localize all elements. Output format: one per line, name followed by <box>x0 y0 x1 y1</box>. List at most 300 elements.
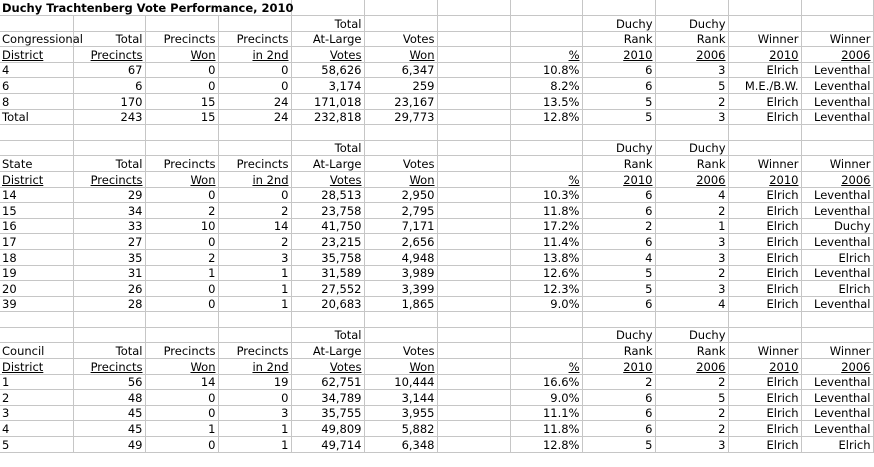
cell[interactable] <box>510 312 582 328</box>
data-cell[interactable]: 26 <box>73 281 145 297</box>
data-cell[interactable]: 5 <box>582 93 655 109</box>
data-cell[interactable]: Elrich <box>801 437 873 453</box>
district-cell[interactable]: 19 <box>0 265 73 281</box>
header-cell[interactable]: Duchy <box>582 327 655 343</box>
data-cell[interactable]: 3,144 <box>364 390 437 406</box>
data-cell[interactable]: Leventhal <box>801 78 873 94</box>
data-cell[interactable]: 3 <box>218 405 291 421</box>
header-cell[interactable]: Council <box>0 343 73 359</box>
data-cell[interactable]: 2 <box>218 234 291 250</box>
header-cell[interactable]: Winner <box>728 343 801 359</box>
header-cell[interactable] <box>510 16 582 32</box>
cell[interactable] <box>437 171 510 187</box>
district-cell[interactable]: 4 <box>0 62 73 78</box>
header-cell[interactable] <box>364 16 437 32</box>
data-cell[interactable]: 1 <box>145 265 218 281</box>
data-cell[interactable]: 16.6% <box>510 374 582 390</box>
header-cell[interactable]: % <box>510 47 582 63</box>
data-cell[interactable]: 5 <box>582 281 655 297</box>
data-cell[interactable]: 20,683 <box>291 296 364 312</box>
header-cell[interactable]: District <box>0 171 73 187</box>
header-cell[interactable]: Precincts <box>218 156 291 172</box>
data-cell[interactable]: 0 <box>145 296 218 312</box>
data-cell[interactable]: 5 <box>582 437 655 453</box>
header-cell[interactable]: Won <box>364 359 437 375</box>
header-cell[interactable] <box>801 16 873 32</box>
header-cell[interactable]: 2010 <box>728 359 801 375</box>
header-cell[interactable]: 2006 <box>801 171 873 187</box>
data-cell[interactable]: 2 <box>655 93 728 109</box>
data-cell[interactable]: Elrich <box>728 374 801 390</box>
data-cell[interactable]: 6 <box>582 405 655 421</box>
header-cell[interactable]: 2006 <box>655 171 728 187</box>
data-cell[interactable]: 2 <box>582 374 655 390</box>
data-cell[interactable]: Leventhal <box>801 296 873 312</box>
header-cell[interactable]: Votes <box>291 171 364 187</box>
district-cell[interactable]: 39 <box>0 296 73 312</box>
data-cell[interactable]: Elrich <box>728 234 801 250</box>
district-cell[interactable]: Total <box>0 109 73 125</box>
data-cell[interactable]: 5 <box>582 109 655 125</box>
cell[interactable] <box>437 218 510 234</box>
district-cell[interactable]: 1 <box>0 374 73 390</box>
header-cell[interactable]: Rank <box>655 31 728 47</box>
header-cell[interactable]: in 2nd <box>218 359 291 375</box>
data-cell[interactable]: 8.2% <box>510 78 582 94</box>
cell[interactable] <box>437 140 510 156</box>
data-cell[interactable]: Elrich <box>728 203 801 219</box>
data-cell[interactable]: 5 <box>582 265 655 281</box>
district-cell[interactable]: 2 <box>0 390 73 406</box>
header-cell[interactable]: State <box>0 156 73 172</box>
data-cell[interactable]: 49 <box>73 437 145 453</box>
header-cell[interactable]: Precincts <box>73 47 145 63</box>
district-cell[interactable]: 8 <box>0 93 73 109</box>
header-cell[interactable]: Votes <box>364 156 437 172</box>
header-cell[interactable]: Duchy <box>582 140 655 156</box>
data-cell[interactable]: 13.8% <box>510 249 582 265</box>
data-cell[interactable]: 5,882 <box>364 421 437 437</box>
data-cell[interactable]: Leventhal <box>801 109 873 125</box>
data-cell[interactable]: 31,589 <box>291 265 364 281</box>
data-cell[interactable]: Leventhal <box>801 390 873 406</box>
cell[interactable] <box>145 125 218 141</box>
cell[interactable] <box>510 125 582 141</box>
data-cell[interactable]: 2 <box>655 203 728 219</box>
data-cell[interactable]: 62,751 <box>291 374 364 390</box>
cell[interactable] <box>437 234 510 250</box>
header-cell[interactable]: Total <box>291 16 364 32</box>
cell[interactable] <box>437 296 510 312</box>
data-cell[interactable]: 3 <box>655 234 728 250</box>
header-cell[interactable]: Winner <box>728 31 801 47</box>
cell[interactable] <box>437 78 510 94</box>
data-cell[interactable]: 3 <box>655 109 728 125</box>
header-cell[interactable]: Precincts <box>145 31 218 47</box>
header-cell[interactable]: Duchy <box>655 327 728 343</box>
data-cell[interactable]: 0 <box>145 405 218 421</box>
header-cell[interactable] <box>218 16 291 32</box>
header-cell[interactable]: Votes <box>291 47 364 63</box>
data-cell[interactable]: Elrich <box>728 218 801 234</box>
data-cell[interactable]: 11.4% <box>510 234 582 250</box>
cell[interactable] <box>218 312 291 328</box>
header-cell[interactable]: Rank <box>582 343 655 359</box>
data-cell[interactable]: 2,656 <box>364 234 437 250</box>
district-cell[interactable]: 5 <box>0 437 73 453</box>
data-cell[interactable]: 2,950 <box>364 187 437 203</box>
data-cell[interactable]: 3 <box>218 249 291 265</box>
data-cell[interactable]: Leventhal <box>801 234 873 250</box>
data-cell[interactable]: 1 <box>145 421 218 437</box>
cell[interactable] <box>437 156 510 172</box>
header-cell[interactable]: 2010 <box>582 171 655 187</box>
data-cell[interactable]: 0 <box>145 437 218 453</box>
header-cell[interactable]: in 2nd <box>218 171 291 187</box>
data-cell[interactable]: 12.8% <box>510 437 582 453</box>
district-cell[interactable]: 15 <box>0 203 73 219</box>
data-cell[interactable]: 0 <box>218 187 291 203</box>
data-cell[interactable]: Leventhal <box>801 187 873 203</box>
data-cell[interactable]: 35,755 <box>291 405 364 421</box>
data-cell[interactable]: 10.3% <box>510 187 582 203</box>
data-cell[interactable]: 0 <box>218 390 291 406</box>
cell[interactable] <box>437 359 510 375</box>
data-cell[interactable]: 34,789 <box>291 390 364 406</box>
cell[interactable] <box>437 187 510 203</box>
data-cell[interactable]: 5 <box>655 78 728 94</box>
header-cell[interactable]: 2006 <box>655 47 728 63</box>
cell[interactable] <box>437 125 510 141</box>
header-cell[interactable]: Winner <box>801 156 873 172</box>
data-cell[interactable]: Elrich <box>728 390 801 406</box>
district-cell[interactable]: 14 <box>0 187 73 203</box>
header-cell[interactable]: Total <box>291 140 364 156</box>
district-cell[interactable]: 20 <box>0 281 73 297</box>
data-cell[interactable]: Leventhal <box>801 405 873 421</box>
header-cell[interactable] <box>510 156 582 172</box>
header-cell[interactable] <box>73 327 145 343</box>
data-cell[interactable]: 24 <box>218 93 291 109</box>
header-cell[interactable]: Rank <box>655 156 728 172</box>
district-cell[interactable]: 17 <box>0 234 73 250</box>
cell[interactable] <box>437 405 510 421</box>
header-cell[interactable]: Precincts <box>218 343 291 359</box>
data-cell[interactable]: 6,347 <box>364 62 437 78</box>
cell[interactable] <box>291 125 364 141</box>
data-cell[interactable]: 0 <box>145 78 218 94</box>
data-cell[interactable]: Elrich <box>728 265 801 281</box>
data-cell[interactable]: 34 <box>73 203 145 219</box>
cell[interactable] <box>437 421 510 437</box>
header-cell[interactable]: Won <box>145 171 218 187</box>
data-cell[interactable]: 2 <box>218 203 291 219</box>
header-cell[interactable]: At-Large <box>291 156 364 172</box>
data-cell[interactable]: 31 <box>73 265 145 281</box>
header-cell[interactable]: At-Large <box>291 343 364 359</box>
data-cell[interactable]: 1 <box>655 218 728 234</box>
data-cell[interactable]: 14 <box>145 374 218 390</box>
data-cell[interactable]: 45 <box>73 405 145 421</box>
data-cell[interactable]: 27,552 <box>291 281 364 297</box>
header-cell[interactable]: Rank <box>582 31 655 47</box>
cell[interactable] <box>437 62 510 78</box>
data-cell[interactable]: 15 <box>145 109 218 125</box>
data-cell[interactable]: 0 <box>218 78 291 94</box>
data-cell[interactable]: 2 <box>655 421 728 437</box>
header-cell[interactable]: 2006 <box>801 359 873 375</box>
data-cell[interactable]: 0 <box>145 62 218 78</box>
header-cell[interactable] <box>510 343 582 359</box>
data-cell[interactable]: 11.8% <box>510 421 582 437</box>
data-cell[interactable]: 6 <box>73 78 145 94</box>
cell[interactable] <box>437 390 510 406</box>
data-cell[interactable]: 17.2% <box>510 218 582 234</box>
data-cell[interactable]: 3,989 <box>364 265 437 281</box>
data-cell[interactable]: 0 <box>145 281 218 297</box>
cell[interactable] <box>801 125 873 141</box>
data-cell[interactable]: Elrich <box>801 281 873 297</box>
header-cell[interactable] <box>145 140 218 156</box>
data-cell[interactable]: 171,018 <box>291 93 364 109</box>
sheet-title[interactable]: Duchy Trachtenberg Vote Performance, 2010 <box>2 1 294 15</box>
data-cell[interactable]: 49,714 <box>291 437 364 453</box>
district-cell[interactable]: 3 <box>0 405 73 421</box>
data-cell[interactable]: 6 <box>582 187 655 203</box>
header-cell[interactable]: Total <box>291 327 364 343</box>
header-cell[interactable]: At-Large <box>291 31 364 47</box>
cell[interactable] <box>437 327 510 343</box>
data-cell[interactable]: 9.0% <box>510 296 582 312</box>
cell[interactable] <box>437 374 510 390</box>
data-cell[interactable]: 4 <box>655 187 728 203</box>
data-cell[interactable]: 6 <box>582 421 655 437</box>
header-cell[interactable] <box>364 140 437 156</box>
data-cell[interactable]: 1 <box>218 281 291 297</box>
header-cell[interactable]: Votes <box>291 359 364 375</box>
data-cell[interactable]: 29 <box>73 187 145 203</box>
header-cell[interactable] <box>801 140 873 156</box>
header-cell[interactable]: in 2nd <box>218 47 291 63</box>
data-cell[interactable]: 27 <box>73 234 145 250</box>
header-cell[interactable] <box>510 31 582 47</box>
data-cell[interactable]: Leventhal <box>801 203 873 219</box>
data-cell[interactable]: 49,809 <box>291 421 364 437</box>
data-cell[interactable]: 4 <box>582 249 655 265</box>
header-cell[interactable]: 2010 <box>728 171 801 187</box>
data-cell[interactable]: 6 <box>582 62 655 78</box>
district-cell[interactable]: 18 <box>0 249 73 265</box>
data-cell[interactable]: 41,750 <box>291 218 364 234</box>
data-cell[interactable]: 259 <box>364 78 437 94</box>
header-cell[interactable]: 2010 <box>582 359 655 375</box>
cell[interactable] <box>582 312 655 328</box>
data-cell[interactable]: 0 <box>145 234 218 250</box>
data-cell[interactable]: Leventhal <box>801 62 873 78</box>
data-cell[interactable]: 45 <box>73 421 145 437</box>
header-cell[interactable]: Winner <box>801 31 873 47</box>
district-cell[interactable]: 6 <box>0 78 73 94</box>
data-cell[interactable]: 4,948 <box>364 249 437 265</box>
cell[interactable] <box>655 125 728 141</box>
data-cell[interactable]: 56 <box>73 374 145 390</box>
header-cell[interactable]: Votes <box>364 343 437 359</box>
data-cell[interactable]: 2 <box>655 374 728 390</box>
data-cell[interactable]: Elrich <box>728 109 801 125</box>
data-cell[interactable]: Elrich <box>728 187 801 203</box>
header-cell[interactable]: Won <box>364 171 437 187</box>
data-cell[interactable]: Leventhal <box>801 93 873 109</box>
header-cell[interactable] <box>728 16 801 32</box>
cell[interactable] <box>728 125 801 141</box>
cell[interactable] <box>801 312 873 328</box>
header-cell[interactable]: District <box>0 47 73 63</box>
header-cell[interactable] <box>728 140 801 156</box>
data-cell[interactable]: 58,626 <box>291 62 364 78</box>
data-cell[interactable]: 1 <box>218 421 291 437</box>
data-cell[interactable]: 10 <box>145 218 218 234</box>
cell[interactable] <box>437 249 510 265</box>
cell[interactable] <box>437 281 510 297</box>
data-cell[interactable]: Elrich <box>728 437 801 453</box>
data-cell[interactable]: 28 <box>73 296 145 312</box>
cell[interactable] <box>655 312 728 328</box>
data-cell[interactable]: Elrich <box>728 281 801 297</box>
cell[interactable] <box>73 312 145 328</box>
header-cell[interactable]: Rank <box>582 156 655 172</box>
data-cell[interactable]: 10,444 <box>364 374 437 390</box>
header-cell[interactable]: Precincts <box>73 359 145 375</box>
data-cell[interactable]: Duchy <box>801 218 873 234</box>
data-cell[interactable]: 2 <box>145 203 218 219</box>
cell[interactable] <box>728 312 801 328</box>
header-cell[interactable]: Total <box>73 31 145 47</box>
data-cell[interactable]: 10.8% <box>510 62 582 78</box>
header-cell[interactable] <box>801 327 873 343</box>
data-cell[interactable]: 35 <box>73 249 145 265</box>
cell[interactable] <box>437 343 510 359</box>
data-cell[interactable]: 6 <box>582 296 655 312</box>
data-cell[interactable]: 1 <box>218 296 291 312</box>
data-cell[interactable]: 24 <box>218 109 291 125</box>
cell[interactable] <box>145 312 218 328</box>
data-cell[interactable]: 2 <box>145 249 218 265</box>
header-cell[interactable] <box>218 327 291 343</box>
header-cell[interactable] <box>0 327 73 343</box>
data-cell[interactable]: 23,215 <box>291 234 364 250</box>
data-cell[interactable]: 2,795 <box>364 203 437 219</box>
data-cell[interactable]: Elrich <box>728 93 801 109</box>
cell[interactable] <box>437 312 510 328</box>
header-cell[interactable]: Duchy <box>655 16 728 32</box>
header-cell[interactable]: 2010 <box>728 47 801 63</box>
header-cell[interactable]: District <box>0 359 73 375</box>
data-cell[interactable]: 1 <box>218 437 291 453</box>
header-cell[interactable]: Votes <box>364 31 437 47</box>
header-cell[interactable]: Total <box>73 156 145 172</box>
data-cell[interactable]: 15 <box>145 93 218 109</box>
header-cell[interactable] <box>73 16 145 32</box>
data-cell[interactable]: 6 <box>582 234 655 250</box>
data-cell[interactable]: 3 <box>655 249 728 265</box>
header-cell[interactable]: 2006 <box>655 359 728 375</box>
cell[interactable] <box>291 312 364 328</box>
data-cell[interactable]: 243 <box>73 109 145 125</box>
cell[interactable] <box>437 93 510 109</box>
data-cell[interactable]: 11.8% <box>510 203 582 219</box>
data-cell[interactable]: 2 <box>582 218 655 234</box>
data-cell[interactable]: 1 <box>218 265 291 281</box>
data-cell[interactable]: 23,167 <box>364 93 437 109</box>
data-cell[interactable]: 3,399 <box>364 281 437 297</box>
data-cell[interactable]: 19 <box>218 374 291 390</box>
data-cell[interactable]: Elrich <box>801 249 873 265</box>
data-cell[interactable]: Elrich <box>728 405 801 421</box>
data-cell[interactable]: 0 <box>145 187 218 203</box>
data-cell[interactable]: 13.5% <box>510 93 582 109</box>
header-cell[interactable]: Precincts <box>73 171 145 187</box>
data-cell[interactable]: 232,818 <box>291 109 364 125</box>
header-cell[interactable]: 2006 <box>801 47 873 63</box>
cell[interactable] <box>364 312 437 328</box>
data-cell[interactable]: Elrich <box>728 421 801 437</box>
cell[interactable] <box>0 312 73 328</box>
header-cell[interactable] <box>145 327 218 343</box>
header-cell[interactable] <box>218 140 291 156</box>
data-cell[interactable]: 2 <box>655 265 728 281</box>
cell[interactable] <box>364 125 437 141</box>
data-cell[interactable]: Leventhal <box>801 374 873 390</box>
data-cell[interactable]: 5 <box>655 390 728 406</box>
header-cell[interactable]: Winner <box>728 156 801 172</box>
cell[interactable] <box>437 265 510 281</box>
header-cell[interactable] <box>364 327 437 343</box>
data-cell[interactable]: 35,758 <box>291 249 364 265</box>
data-cell[interactable]: 3,174 <box>291 78 364 94</box>
header-cell[interactable]: Winner <box>801 343 873 359</box>
data-cell[interactable]: Leventhal <box>801 265 873 281</box>
cell[interactable] <box>582 125 655 141</box>
header-cell[interactable] <box>0 140 73 156</box>
header-cell[interactable]: Total <box>73 343 145 359</box>
header-cell[interactable] <box>728 327 801 343</box>
header-cell[interactable]: Won <box>145 47 218 63</box>
data-cell[interactable]: 12.6% <box>510 265 582 281</box>
header-cell[interactable]: Won <box>145 359 218 375</box>
header-cell[interactable]: Duchy <box>582 16 655 32</box>
data-cell[interactable]: 3 <box>655 281 728 297</box>
data-cell[interactable]: 12.3% <box>510 281 582 297</box>
data-cell[interactable]: M.E./B.W. <box>728 78 801 94</box>
data-cell[interactable]: 28,513 <box>291 187 364 203</box>
data-cell[interactable]: 33 <box>73 218 145 234</box>
data-cell[interactable]: 12.8% <box>510 109 582 125</box>
data-cell[interactable]: 3,955 <box>364 405 437 421</box>
cell[interactable] <box>218 125 291 141</box>
header-cell[interactable]: Precincts <box>145 343 218 359</box>
data-cell[interactable]: Elrich <box>728 296 801 312</box>
cell[interactable] <box>0 125 73 141</box>
data-cell[interactable]: 48 <box>73 390 145 406</box>
header-cell[interactable] <box>73 140 145 156</box>
cell[interactable] <box>437 437 510 453</box>
header-cell[interactable]: % <box>510 359 582 375</box>
header-cell[interactable]: Won <box>364 47 437 63</box>
header-cell[interactable]: Congressional <box>2 32 83 47</box>
header-cell[interactable]: Duchy <box>655 140 728 156</box>
header-cell[interactable]: Precincts <box>145 156 218 172</box>
data-cell[interactable]: 67 <box>73 62 145 78</box>
